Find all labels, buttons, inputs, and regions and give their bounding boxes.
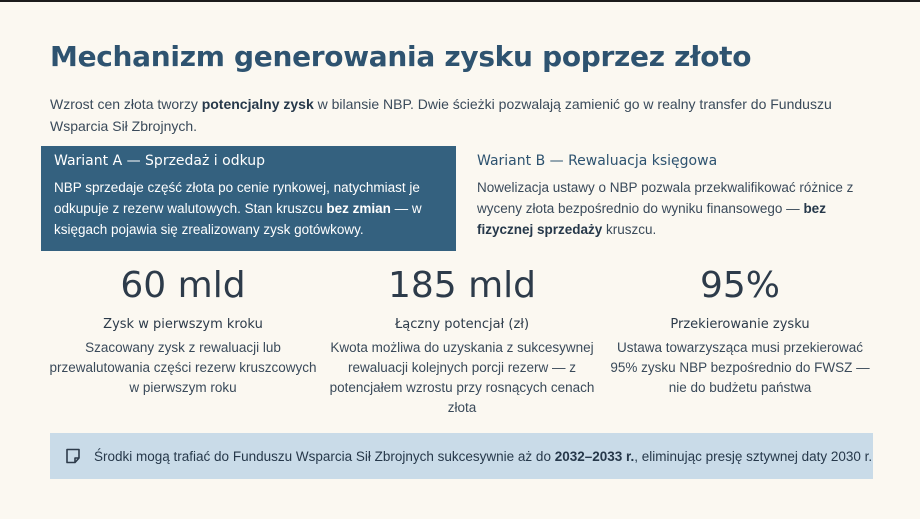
intro-paragraph: [50, 93, 870, 137]
stat-value: 95%: [699, 265, 780, 306]
variant-a-title: Wariant A — Sprzedaż i odkup: [54, 153, 266, 169]
variant-b-card: [477, 153, 877, 240]
note-icon: [64, 447, 82, 465]
intro-emphasis: potencjalny zysk: [201, 96, 314, 112]
stat-description: Kwota możliwa do uzyskania z sukcesywnej rewaluacji kolejnych porcji rezerw — z potencjałem wzrostu przy rosnących cenach złota: [329, 340, 595, 415]
intro-text: Wzrost cen złota tworzy: [50, 96, 202, 112]
variant-a-body: [54, 177, 444, 240]
variant-b-emphasis: bez fizycznej sprzedaży: [477, 201, 826, 237]
stat-value: 185 mld: [387, 265, 537, 306]
note-emphasis: 2032–2033 r.: [554, 448, 635, 464]
note-text-end: , eliminując presję sztywnej daty 2030 r.: [634, 448, 873, 464]
stat-label: Łączny potencjał (zł): [394, 317, 530, 332]
stat-total-potential: [327, 262, 597, 418]
note-text-start: Środki mogą trafiać do Funduszu Wsparcia Sił Zbrojnych sukcesywnie aż do: [94, 448, 555, 464]
variant-a-text-end: — w księgach pojawia się zrealizowany zysk gotówkowy.: [54, 201, 422, 237]
variant-a-emphasis: bez zmian: [326, 201, 391, 216]
stat-profit-redirect: [605, 262, 875, 398]
stat-label: Zysk w pierwszym kroku: [103, 317, 263, 332]
variant-a-card: [41, 146, 456, 251]
stat-description: Ustawa towarzysząca musi przekierować 95% zysku NBP bezpośrednio do FWSZ — nie do budżetu państwa: [610, 340, 870, 395]
stat-label: Przekierowanie zysku: [670, 317, 810, 332]
variant-b-body: [477, 177, 877, 240]
variant-b-text-end: kruszcu.: [602, 222, 657, 237]
top-border: [0, 0, 920, 2]
note-callout: [50, 433, 873, 479]
variant-a-text: NBP sprzedaje część złota po cenie rynkowej, natychmiast je odkupuje z rezerw walutowych. Stan kruszcu: [54, 180, 420, 216]
intro-text-end: w bilansie NBP. Dwie ścieżki pozwalają zamienić go w realny transfer do Funduszu Wsparcia Sił Zbrojnych.: [50, 96, 832, 134]
variant-b-title: Wariant B — Rewaluacja księgowa: [477, 153, 718, 169]
page-title: Mechanizm generowania zysku poprzez złoto: [50, 40, 752, 73]
note-text: [94, 449, 872, 464]
stat-description: Szacowany zysk z rewaluacji lub przewalutowania części rezerw kruszcowych w pierwszym roku: [49, 340, 317, 395]
stat-value: 60 mld: [120, 265, 246, 306]
stat-first-step: [48, 262, 318, 398]
variant-b-text: Nowelizacja ustawy o NBP pozwala przekwalifikować różnice z wyceny złota bezpośrednio do wyniku finansowego —: [477, 180, 854, 216]
